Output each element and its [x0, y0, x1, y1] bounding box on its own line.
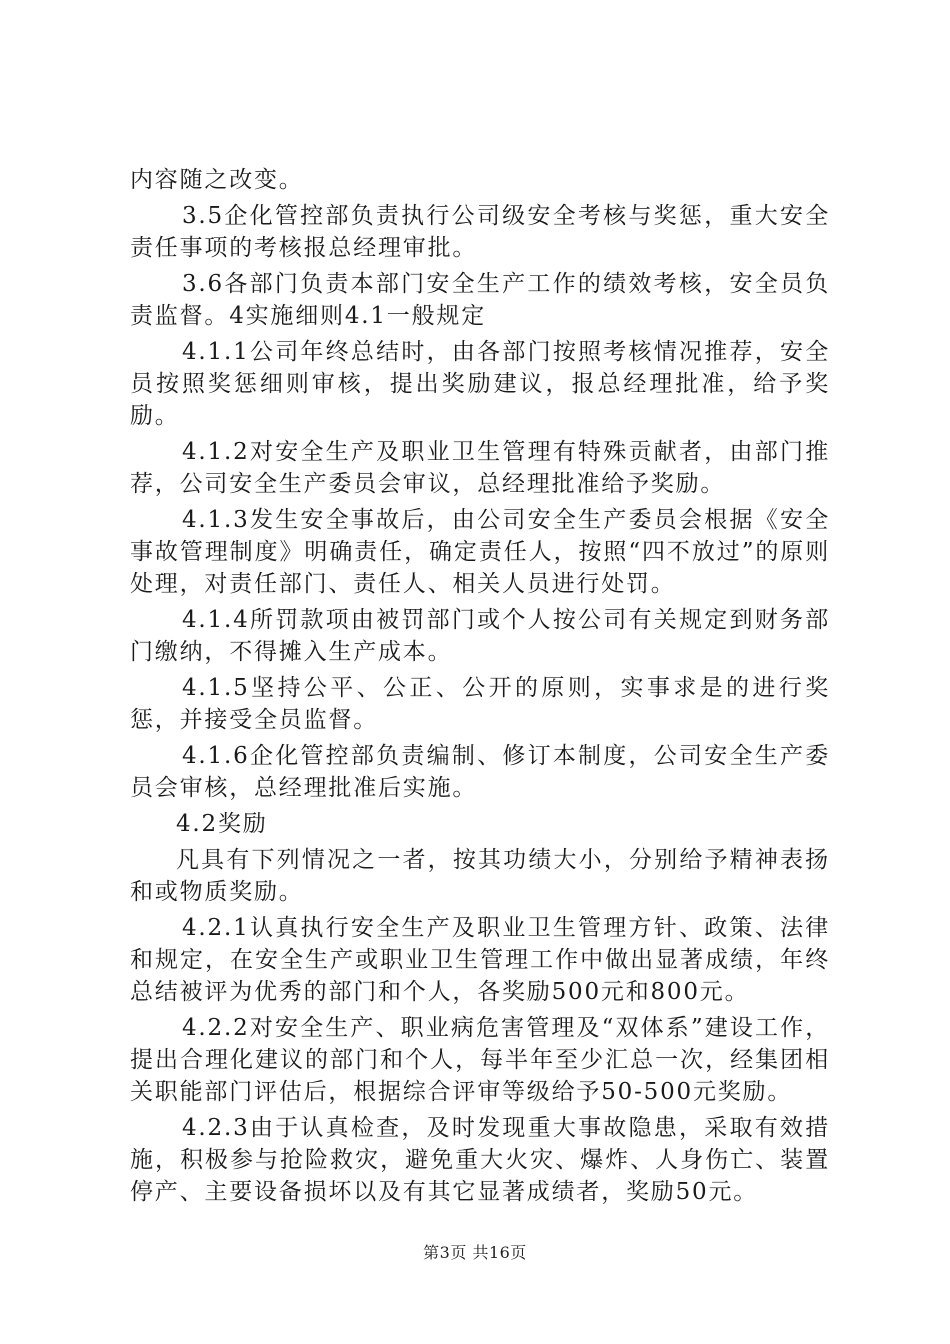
page-number-footer: 第3页 共16页	[423, 1243, 527, 1262]
paragraph: 4.1.3发生安全事故后，由公司安全生产委员会根据《安全事故管理制度》明确责任，确定责任人，按照“四不放过”的原则处理，对责任部门、责任人、相关人员进行处罚。	[130, 507, 830, 597]
paragraph: 4.1.6企化管控部负责编制、修订本制度，公司安全生产委员会审核，总经理批准后实施。	[130, 743, 830, 801]
paragraph: 4.1.2对安全生产及职业卫生管理有特殊贡献者，由部门推荐，公司安全生产委员会审议，总经理批准给予奖励。	[130, 439, 830, 497]
paragraph: 4.1.5坚持公平、公正、公开的原则，实事求是的进行奖惩，并接受全员监督。	[130, 675, 830, 733]
paragraph: 内容随之改变。	[130, 167, 304, 193]
section-heading: 4.2奖励	[176, 811, 268, 837]
paragraph: 4.2.1认真执行安全生产及职业卫生管理方针、政策、法律和规定，在安全生产或职业卫生管理工作中做出显著成绩，年终总结被评为优秀的部门和个人，各奖励500元和800元。	[130, 915, 830, 1005]
paragraph: 3.6各部门负责本部门安全生产工作的绩效考核，安全员负责监督。4实施细则4.1一般规定	[130, 271, 830, 329]
document-body	[130, 164, 830, 1212]
paragraph: 4.1.1公司年终总结时，由各部门按照考核情况推荐，安全员按照奖惩细则审核，提出奖励建议，报总经理批准，给予奖励。	[130, 339, 830, 429]
paragraph: 4.2.3由于认真检查，及时发现重大事故隐患，采取有效措施，积极参与抢险救灾，避免重大火灾、爆炸、人身伤亡、装置停产、主要设备损坏以及有其它显著成绩者，奖励50元。	[130, 1115, 830, 1205]
paragraph: 4.2.2对安全生产、职业病危害管理及“双体系”建设工作，提出合理化建议的部门和个人，每半年至少汇总一次，经集团相关职能部门评估后，根据综合评审等级给予50-500元奖励。	[130, 1015, 830, 1105]
paragraph: 凡具有下列情况之一者，按其功绩大小，分别给予精神表扬和或物质奖励。	[130, 847, 830, 905]
paragraph: 3.5企化管控部负责执行公司级安全考核与奖惩，重大安全责任事项的考核报总经理审批。	[130, 203, 830, 261]
paragraph: 4.1.4所罚款项由被罚部门或个人按公司有关规定到财务部门缴纳，不得摊入生产成本。	[130, 607, 830, 665]
